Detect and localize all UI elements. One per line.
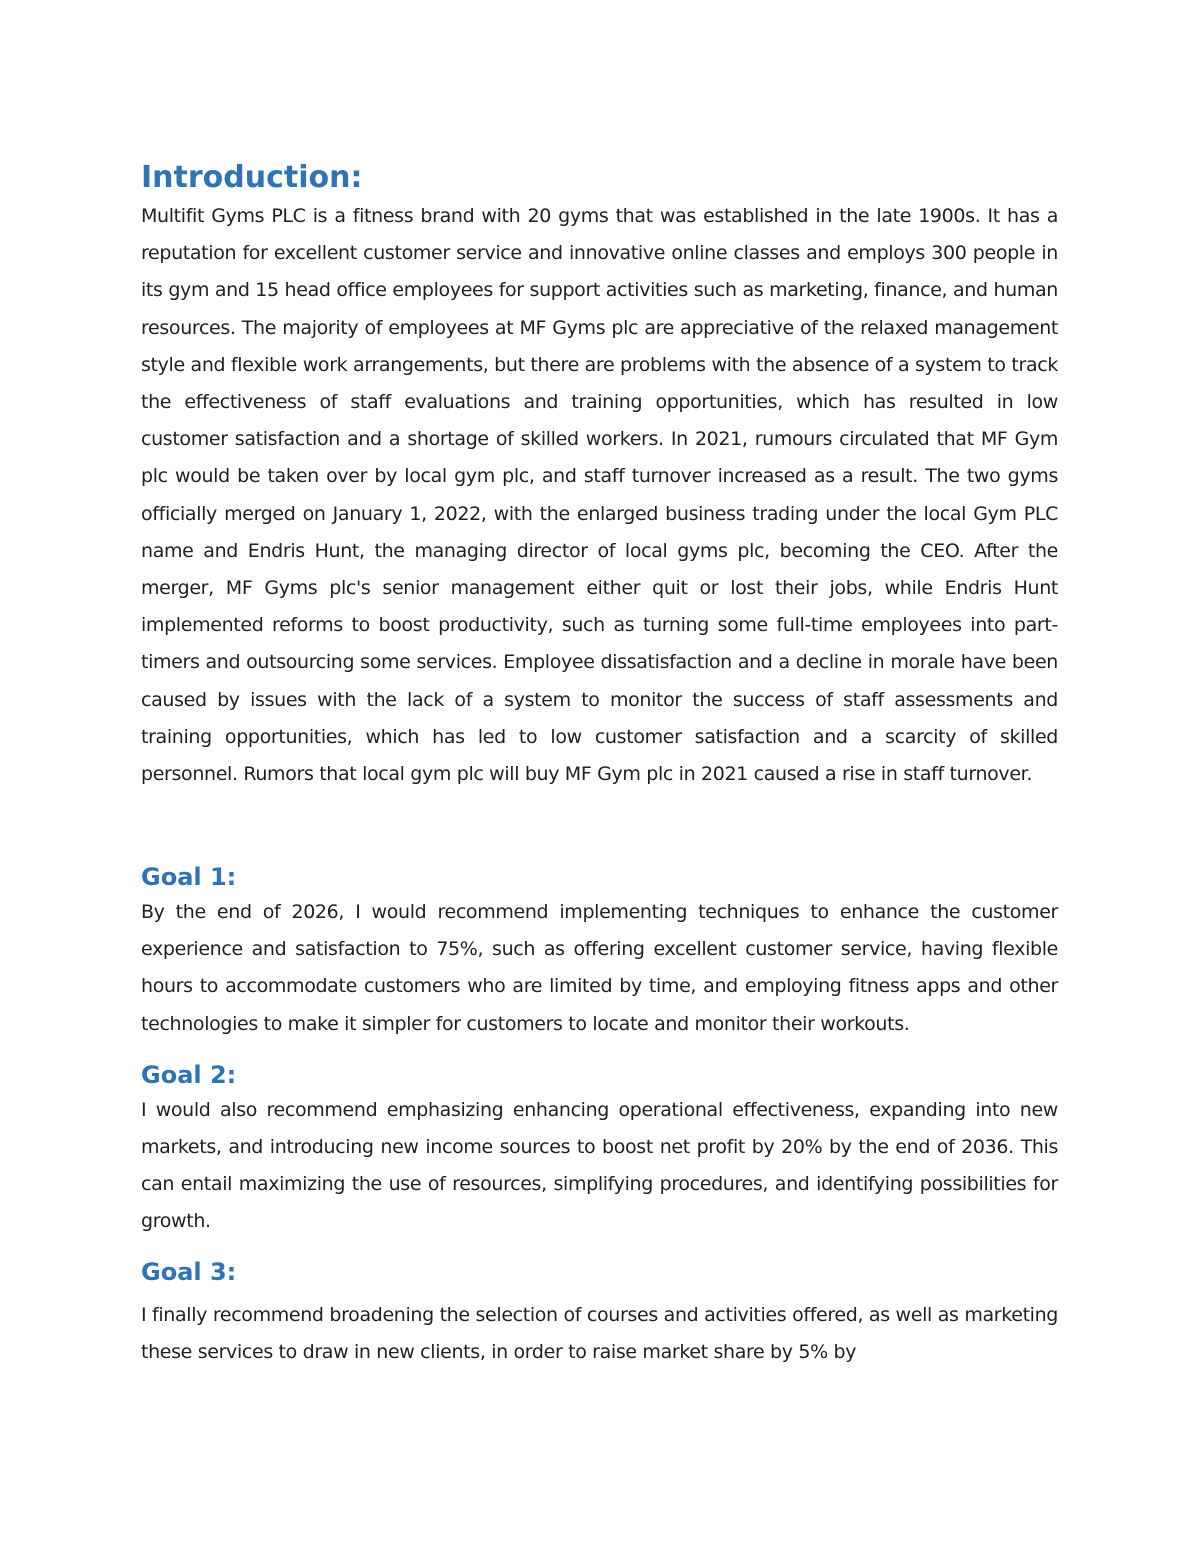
section-spacer bbox=[141, 1240, 1058, 1258]
goal-1-heading: Goal 1: bbox=[141, 863, 237, 892]
goal-2-heading: Goal 2: bbox=[141, 1060, 237, 1089]
intro-paragraph: Multifit Gyms PLC is a fitness brand with 20 gyms that was established in the late 1900s. It has a reputation for excellent customer service and innovative online classes and employs 300 people in its gym and 15 head office employees for support activities such as marketing, finance, and human resources. The majority of employees at MF Gyms plc are appreciative of the relaxed management style and flexible work arrangements, but there are problems with the absence of a system to track the effectiveness of staff evaluations and training opportunities, which has resulted in low customer satisfaction and a shortage of skilled workers. In 2021, rumours circulated that MF Gym plc would be taken over by local gym plc, and staff turnover increased as a result. The two gyms officially merged on January 1, 2022, with the enlarged business trading under the local Gym PLC name and Endris Hunt, the managing director of local gyms plc, becoming the CEO. After the merger, MF Gyms plc's senior management either quit or lost their jobs, while Endris Hunt implemented reforms to boost productivity, such as turning some full-time employees into part-timers and outsourcing some services. Employee dissatisfaction and a decline in morale have been caused by issues with the lack of a system to monitor the success of staff assessments and training opportunities, which has led to low customer satisfaction and a scarcity of skilled personnel. Rumors that local gym plc will buy MF Gym plc in 2021 caused a rise in staff turnover. bbox=[141, 205, 1058, 786]
section-spacer bbox=[141, 1043, 1058, 1061]
goal-3-heading: Goal 3: bbox=[141, 1258, 237, 1287]
goal-2-paragraph: I would also recommend emphasizing enhancing operational effectiveness, expanding into new markets, and introducing new income sources to boost net profit by 20% by the end of 2036. This can entail maximizing the use of resources, simplifying procedures, and identifying possibilities for growth. bbox=[141, 1098, 1058, 1233]
document-page bbox=[141, 160, 1058, 1372]
intro-heading: Introduction: bbox=[141, 160, 363, 195]
goal-1-paragraph: By the end of 2026, I would recommend implementing techniques to enhance the customer experience and satisfaction to 75%, such as offering excellent customer service, having flexible hours to accommodate customers who are limited by time, and employing fitness apps and other technologies to make it simpler for customers to locate and monitor their workouts. bbox=[141, 901, 1058, 1035]
goal-3-paragraph: I finally recommend broadening the selection of courses and activities offered, as well as marketing these services to draw in new clients, in order to raise market share by 5% by bbox=[141, 1304, 1058, 1364]
section-spacer bbox=[141, 793, 1058, 863]
